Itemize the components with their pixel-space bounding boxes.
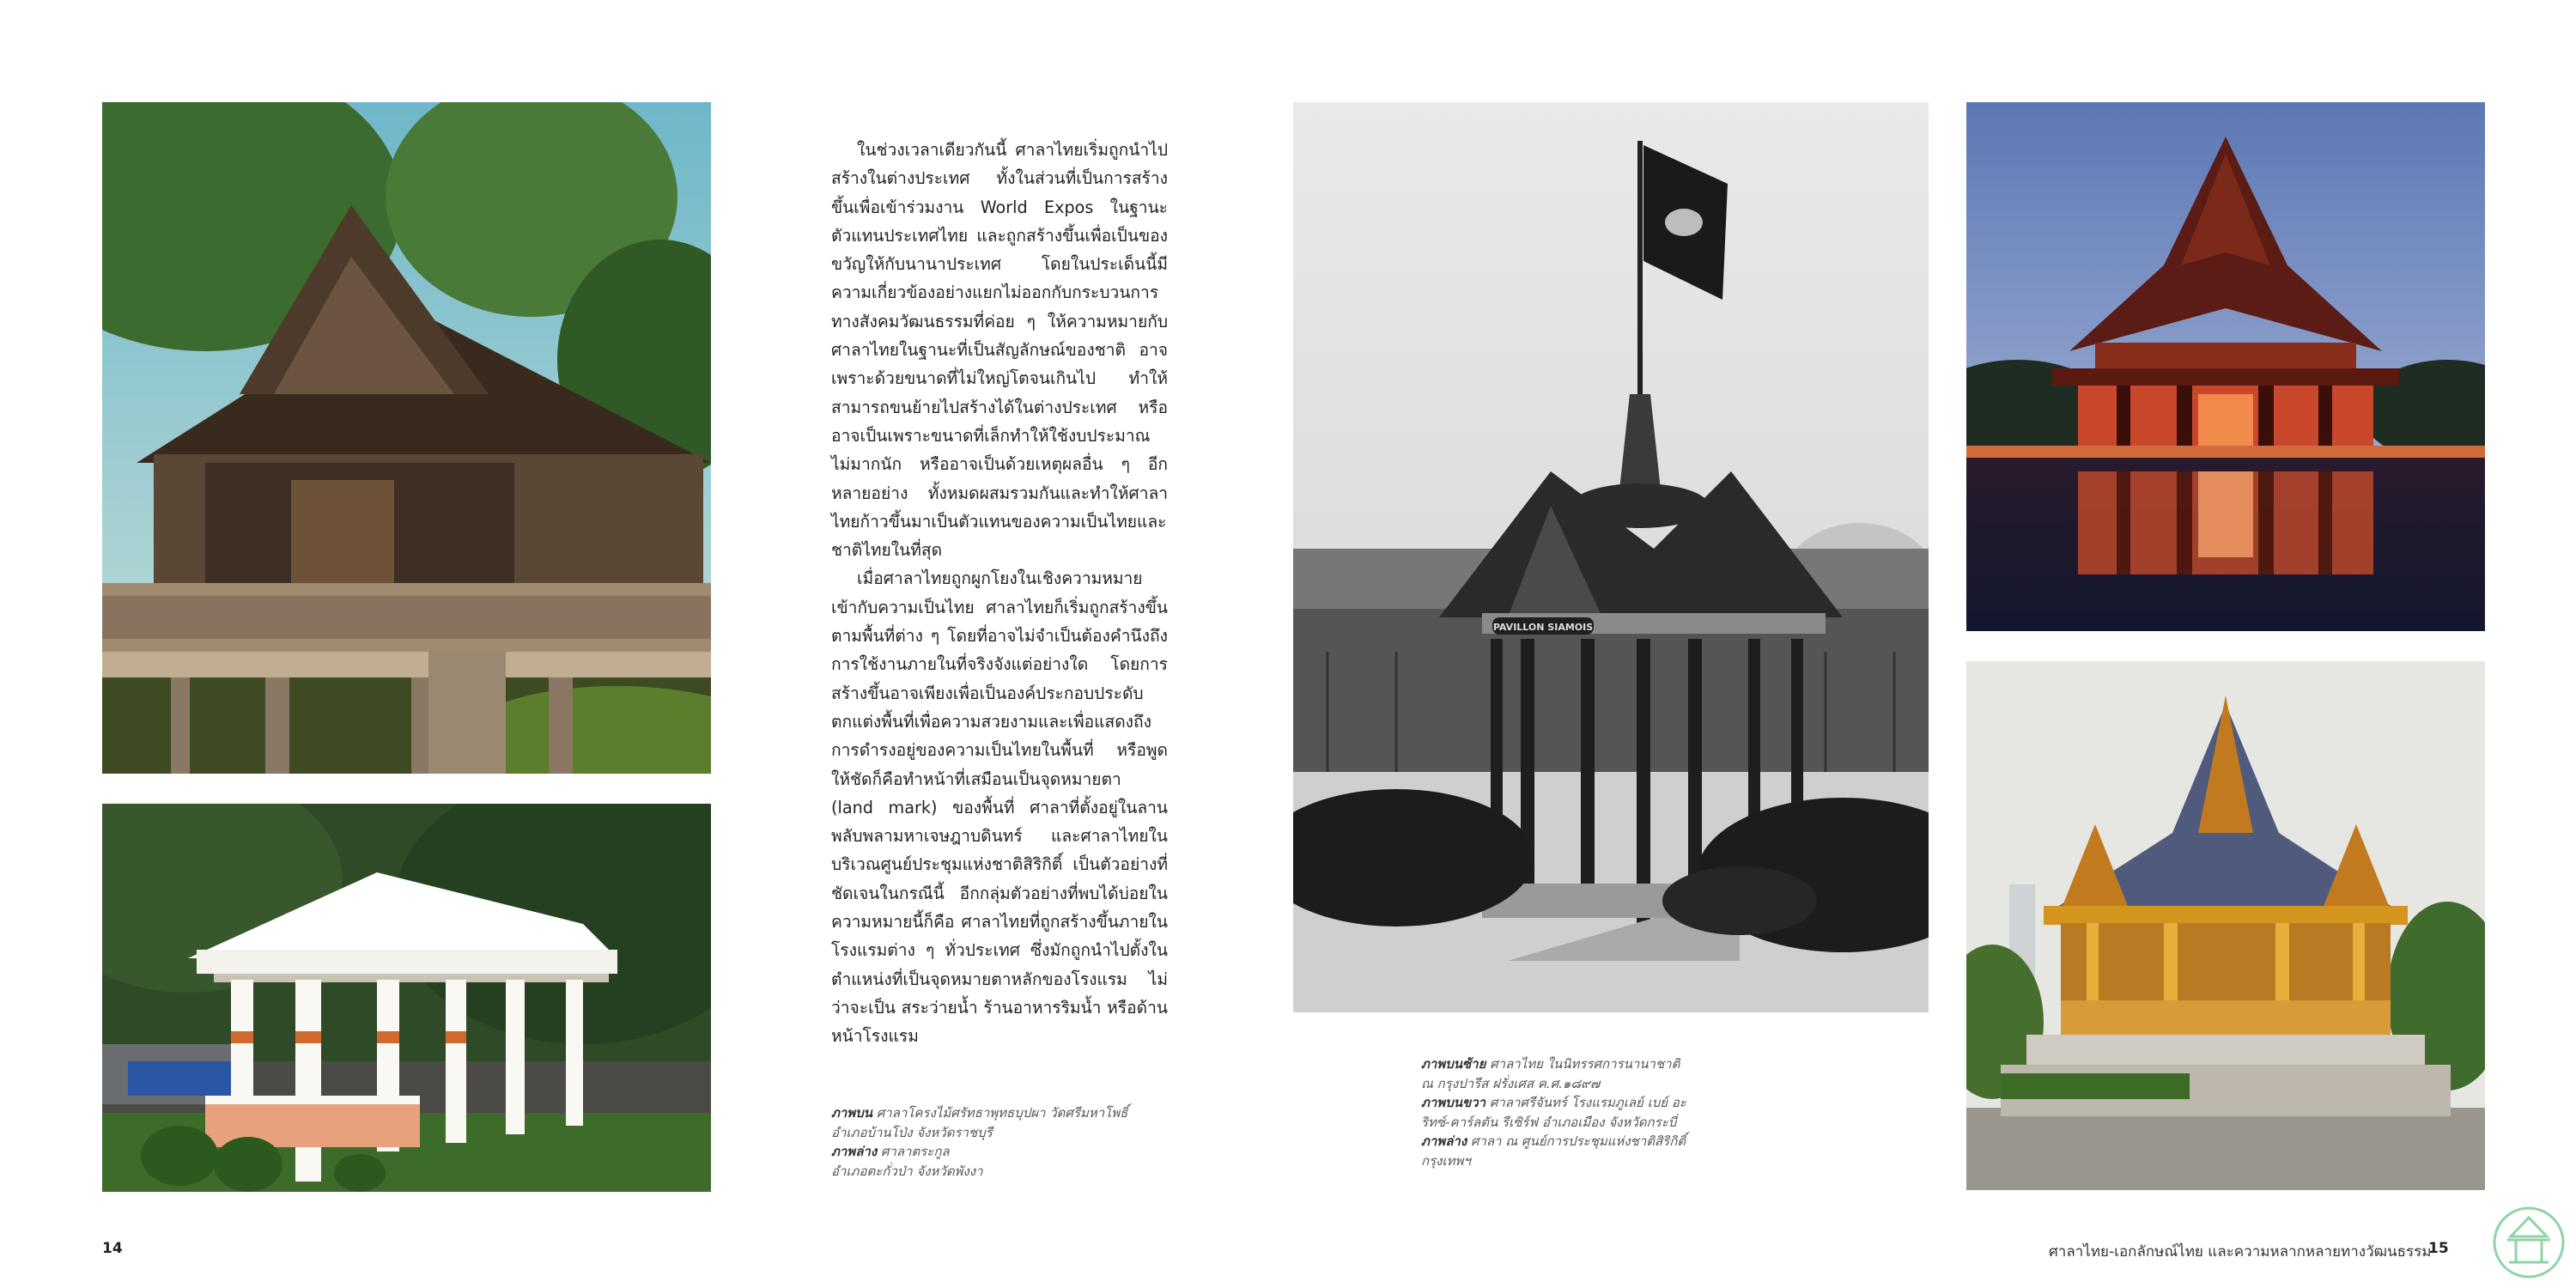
pavilion-sign: PAVILLON SIAMOIS [1492, 622, 1594, 633]
caption-text: ศาลาศรีจันทร์ โรงแรมภูเลย์ เบย์ อะ [1489, 1095, 1686, 1111]
white-pavilion-photo [102, 804, 711, 1192]
body-paragraph: เมื่อศาลาไทยถูกผูกโยงในเชิงความหมายเข้ากับความเป็นไทย ศาลาไทยก็เริ่มถูกสร้างขึ้นตามพื้นที่ต่าง ๆ โดยที่อาจไม่จำเป็นต้องคำนึงถึงการใช้งานภายในที่จริงจังแต่อย่างใด โดยการสร้างขึ้นอาจเพียงเพื่อเป็นองค์ประกอบประดับตกแต่งพื้นที่เพื่อความสวยงามและเพื่อแสดงถึงการดำรงอยู่ของความเป็นไทยในพื้นที่ หรือพูดให้ชัดก็คือทำหน้าที่เสมือนเป็นจุดหมายตา (land mark) ของพื้นที่ ศาลาที่ตั้งอยู่ในลานพลับพลามหาเจษฎาบดินทร์ และศาลาไทยในบริเวณศูนย์ประชุมแห่งชาติสิริกิติ์ เป็นตัวอย่างที่ชัดเจนในกรณีนี้ อีกกลุ่มตัวอย่างที่พบได้บ่อยในความหมายนี้ก็คือ ศาลาไทยที่ถูกสร้างขึ้นภายในโรงแรมต่าง ๆ ทั่วประเทศ ซึ่งมักถูกนำไปตั้งในตำแหน่งที่เป็นจุดหมายตาหลักของโรงแรม ไม่ว่าจะเป็น สระว่ายน้ำ ร้านอาหารริมน้ำ หรือด้านหน้าโรงแรม [831, 568, 1168, 1047]
paris-pavilion-bw-photo [1293, 102, 1929, 1012]
golden-sala-photo [1966, 661, 2485, 1190]
left-page-number: 14 [102, 1240, 123, 1257]
caption-text: ศาลาโครงไม้ศรัทธาพุทธบุปผา วัดศรีมหาโพธิ์ [876, 1105, 1128, 1121]
caption-subtext: อำเภอบ้านโป่ง จังหวัดราชบุรี [831, 1124, 993, 1140]
caption-label: ภาพล่าง [831, 1144, 878, 1160]
caption-subtext: กรุงเทพฯ [1421, 1152, 1471, 1169]
red-sala-reflection-photo [1966, 102, 2485, 631]
body-paragraph: ในช่วงเวลาเดียวกันนี้ ศาลาไทยเริ่มถูกนำไปสร้างในต่างประเทศ ทั้งในส่วนที่เป็นการสร้างขึ้นเพื่อเข้าร่วมงาน World Expos ในฐานะตัวแทนประเทศไทย และถูกสร้างขึ้นเพื่อเป็นของขวัญให้กับนานาประเทศ โดยในประเด็นนี้มีความเกี่ยวข้องอย่างแยกไม่ออกกับกระบวนการทางสังคมวัฒนธรรมที่ค่อย ๆ ให้ความหมายกับศาลาไทยในฐานะที่เป็นสัญลักษณ์ของชาติ อาจเพราะด้วยขนาดที่ไม่ใหญ่โตจนเกินไป ทำให้สามารถขนย้ายไปสร้างได้ในต่างประเทศ หรืออาจเป็นเพราะขนาดที่เล็กทำให้ใช้งบประมาณไม่มากนัก หรืออาจเป็นด้วยเหตุผลอื่น ๆ อีกหลายอย่าง ทั้งหมดผสมรวมกันและทำให้ศาลาไทยก้าวขึ้นมาเป็นตัวแทนของความเป็นไทยและชาติไทยในที่สุด [831, 140, 1168, 561]
caption-right [1421, 1054, 1782, 1171]
caption-label: ภาพล่าง [1421, 1133, 1467, 1150]
right-page-number: 15 [2428, 1240, 2449, 1257]
caption-label: ภาพบนขวา [1421, 1095, 1486, 1111]
caption-subtext: ริทซ์-คาร์ลตัน รีเซิร์ฟ อำเภอเมือง จังหวัดกระบี่ [1421, 1114, 1677, 1130]
wooden-sala-photo [102, 102, 711, 774]
running-title: ศาลาไทย-เอกลักษณ์ไทย และความหลากหลายทางวัฒนธรรม [2049, 1243, 2432, 1261]
caption-label: ภาพบน [831, 1105, 872, 1121]
circle-sala-logo-icon [2492, 1206, 2566, 1279]
caption-text: ศาลาตระกูล [880, 1144, 950, 1160]
caption-text: ศาลาไทย ในนิทรรศการนานาชาติ [1490, 1056, 1680, 1072]
caption-subtext: ณ กรุงปารีส ฝรั่งเศส ค.ศ.๑๘๙๗ [1421, 1075, 1601, 1091]
body-text [831, 136, 1168, 1051]
caption-subtext: อำเภอตะกั่วป่า จังหวัดพังงา [831, 1163, 983, 1179]
caption-label: ภาพบนซ้าย [1421, 1056, 1486, 1072]
caption-left [831, 1103, 1175, 1181]
caption-text: ศาลา ณ ศูนย์การประชุมแห่งชาติสิริกิติ์ [1470, 1133, 1686, 1150]
